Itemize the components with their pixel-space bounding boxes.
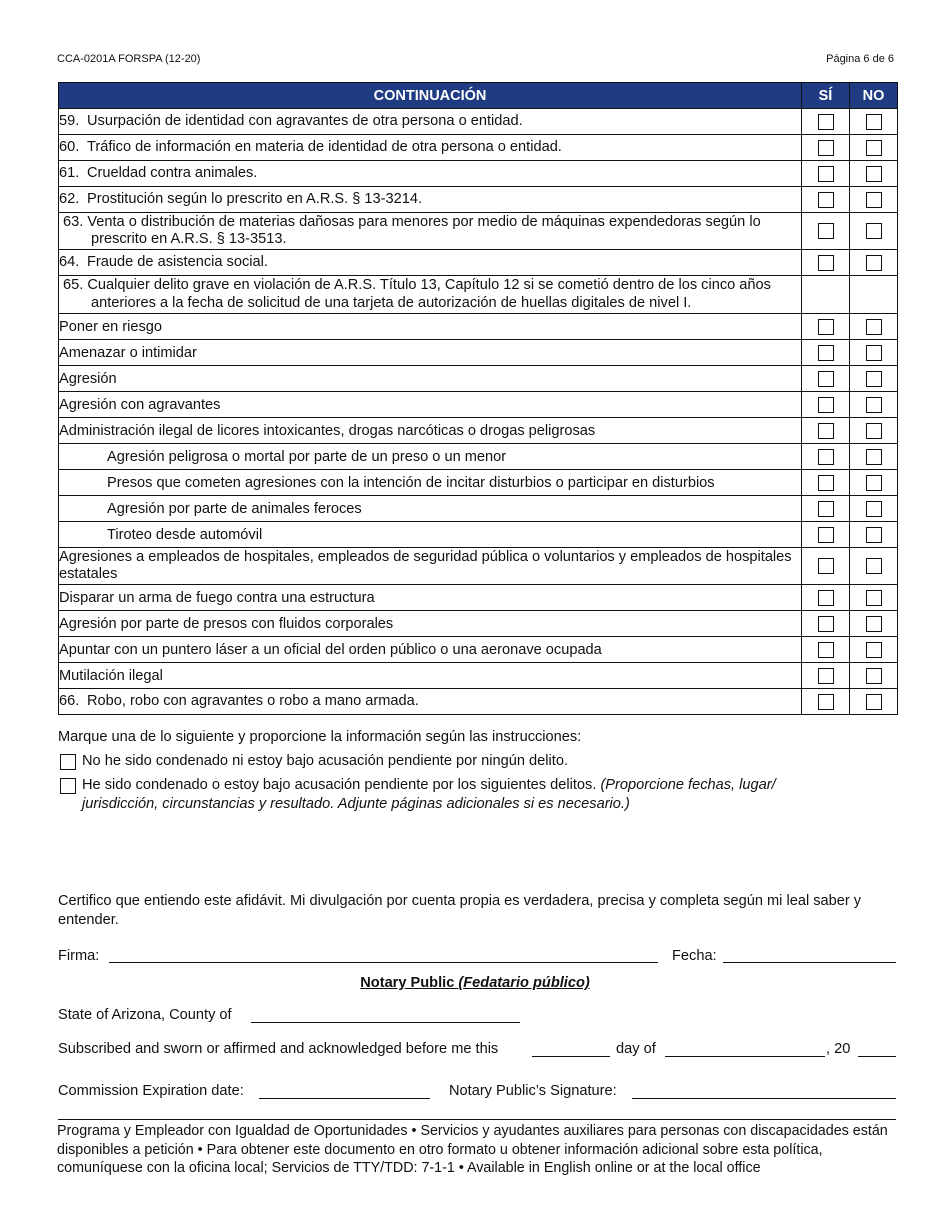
sub-offense: Mutilación ilegal [59, 663, 802, 689]
option-conviction [58, 776, 842, 813]
q62-no-checkbox[interactable] [866, 192, 882, 208]
firma-signature-line[interactable] [109, 962, 658, 963]
sub-no-checkbox[interactable] [866, 590, 882, 606]
header-continuacion: CONTINUACIÓN [59, 83, 802, 109]
sub-no-checkbox[interactable] [866, 558, 882, 574]
question-number: 61. [59, 164, 80, 181]
q65-yes-cell [802, 276, 850, 314]
sub-yes-checkbox[interactable] [818, 449, 834, 465]
sub-no-checkbox[interactable] [866, 371, 882, 387]
sub-offense: Poner en riesgo [59, 314, 802, 340]
sub-yes-checkbox[interactable] [818, 319, 834, 335]
firma-label: Firma: [58, 948, 100, 964]
table-row-65-sub [59, 470, 898, 496]
certification-text: Certifico que entiendo este afidávit. Mi divulgación por cuenta propia es verdadera, precisa y completa según mi leal saber y entender. [58, 893, 862, 928]
sub-yes-checkbox[interactable] [818, 501, 834, 517]
question-59 [59, 109, 802, 135]
q62-yes-checkbox[interactable] [818, 192, 834, 208]
question-number: 59. [59, 112, 80, 129]
sub-no-checkbox[interactable] [866, 668, 882, 684]
question-number: 60. [59, 138, 80, 155]
sub-offense: Apuntar con un puntero láser a un oficial del orden público o una aeronave ocupada [59, 637, 802, 663]
notary-title [0, 975, 950, 991]
question-64 [59, 250, 802, 276]
sub-no-checkbox[interactable] [866, 642, 882, 658]
sub-no-checkbox[interactable] [866, 423, 882, 439]
sworn-label: Subscribed and sworn or affirmed and acknowledged before me this [58, 1041, 499, 1057]
option-conviction-instructions: (Proporcione fechas, lugar/ jurisdicción, circunstancias y resultado. Adjunte páginas adicionales si es necesario.) [82, 777, 776, 812]
table-row-61 [59, 161, 898, 187]
q61-no-checkbox[interactable] [866, 166, 882, 182]
sub-offense: Disparar un arma de fuego contra una estructura [59, 585, 802, 611]
table-row-63 [59, 213, 898, 250]
q59-no-checkbox[interactable] [866, 114, 882, 130]
table-row-60 [59, 135, 898, 161]
q66-no-checkbox[interactable] [866, 694, 882, 710]
q60-yes-checkbox[interactable] [818, 140, 834, 156]
sub-no-checkbox[interactable] [866, 527, 882, 543]
table-row-65-sub [59, 418, 898, 444]
offense-table [58, 82, 898, 715]
day-of-label: day of [616, 1041, 656, 1057]
sub-no-checkbox[interactable] [866, 475, 882, 491]
q64-no-checkbox[interactable] [866, 255, 882, 271]
state-county-label: State of Arizona, County of [58, 1007, 232, 1023]
table-row-59 [59, 109, 898, 135]
sub-yes-checkbox[interactable] [818, 590, 834, 606]
fecha-label: Fecha: [672, 948, 717, 964]
question-text: Fraude de asistencia social. [87, 253, 268, 270]
conviction-checkbox[interactable] [60, 778, 76, 794]
sub-no-checkbox[interactable] [866, 345, 882, 361]
question-text: Tráfico de información en materia de identidad de otra persona o entidad. [87, 138, 562, 155]
sub-yes-checkbox[interactable] [818, 642, 834, 658]
q63-no-checkbox[interactable] [866, 223, 882, 239]
sub-yes-checkbox[interactable] [818, 397, 834, 413]
sub-offense: Amenazar o intimidar [59, 340, 802, 366]
question-65: 65. Cualquier delito grave en violación de A.R.S. Título 13, Capítulo 12 si se cometió dentro de los cinco años anteriores a la fecha de solicitud de una tarjeta de autorización de huellas digitales de nivel I. [59, 276, 802, 314]
sub-offense: Agresión con agravantes [59, 392, 802, 418]
q65-no-cell [850, 276, 898, 314]
option-no-conviction [58, 752, 842, 771]
sub-offense: Agresión por parte de animales feroces [59, 496, 802, 522]
form-id: CCA-0201A FORSPA (12-20) [57, 53, 201, 65]
notary-signature-line[interactable] [632, 1098, 896, 1099]
sub-yes-checkbox[interactable] [818, 558, 834, 574]
table-header-row [59, 83, 898, 109]
table-row-64 [59, 250, 898, 276]
sub-yes-checkbox[interactable] [818, 668, 834, 684]
sub-yes-checkbox[interactable] [818, 475, 834, 491]
county-line[interactable] [251, 1022, 520, 1023]
sub-yes-checkbox[interactable] [818, 616, 834, 632]
no-conviction-checkbox[interactable] [60, 754, 76, 770]
question-number: 66. [59, 692, 80, 709]
sub-offense: Agresiones a empleados de hospitales, empleados de seguridad pública o voluntarios y empleados de hospitales estatales [59, 548, 802, 585]
notary-signature-label: Notary Public’s Signature: [449, 1083, 617, 1099]
sub-offense: Agresión [59, 366, 802, 392]
q60-no-checkbox[interactable] [866, 140, 882, 156]
option-conviction-text: He sido condenado o estoy bajo acusación pendiente por los siguientes delitos. [82, 777, 597, 793]
sub-yes-checkbox[interactable] [818, 423, 834, 439]
q59-yes-checkbox[interactable] [818, 114, 834, 130]
table-row-65-sub [59, 392, 898, 418]
sub-offense: Tiroteo desde automóvil [59, 522, 802, 548]
footer-text: Programa y Empleador con Igualdad de Oportunidades • Servicios y ayudantes auxiliares para personas con discapacidades están disponibles a petición • Para obtener este documento en otro formato u obtener información adicional sobre esta política, comuníquese con la oficina local; Servicios de TTY/TDD: 7-1-1 • Available in English online or at the local office [57, 1123, 888, 1176]
notary-title-es: (Fedatario público) [458, 975, 590, 991]
table-row-62 [59, 187, 898, 213]
question-number: 62. [59, 190, 80, 207]
fecha-date-line[interactable] [723, 962, 896, 963]
sub-no-checkbox[interactable] [866, 397, 882, 413]
sub-offense: Presos que cometen agresiones con la intención de incitar disturbios o participar en disturbios [59, 470, 802, 496]
table-row-65 [59, 276, 898, 314]
table-row-65-sub [59, 496, 898, 522]
sub-yes-checkbox[interactable] [818, 527, 834, 543]
table-row-65-sub [59, 522, 898, 548]
table-row-65-sub [59, 611, 898, 637]
table-row-65-sub [59, 548, 898, 585]
table-row-65-sub [59, 314, 898, 340]
table-row-65-sub [59, 637, 898, 663]
option-conviction-label [82, 776, 842, 813]
sub-yes-checkbox[interactable] [818, 371, 834, 387]
commission-date-line[interactable] [259, 1098, 430, 1099]
table-row-65-sub [59, 340, 898, 366]
question-61 [59, 161, 802, 187]
header-si: SÍ [802, 83, 850, 109]
q64-yes-checkbox[interactable] [818, 255, 834, 271]
sub-no-checkbox[interactable] [866, 449, 882, 465]
header-no: NO [850, 83, 898, 109]
sub-yes-checkbox[interactable] [818, 345, 834, 361]
table-row-65-sub [59, 366, 898, 392]
notary-title-en: Notary Public [360, 975, 455, 991]
question-63: 63. Venta o distribución de materias dañosas para menores por medio de máquinas expendedoras según lo prescrito en A.R.S. § 13-3513. [59, 213, 802, 250]
year-prefix: , 20 [826, 1041, 851, 1057]
table-row-66 [59, 689, 898, 715]
q61-yes-checkbox[interactable] [818, 166, 834, 182]
question-66 [59, 689, 802, 715]
month-line[interactable] [665, 1056, 825, 1057]
question-text: Crueldad contra animales. [87, 164, 258, 181]
q63-yes-checkbox[interactable] [818, 223, 834, 239]
sub-no-checkbox[interactable] [866, 501, 882, 517]
sub-offense: Administración ilegal de licores intoxicantes, drogas narcóticas o drogas peligrosas [59, 418, 802, 444]
q66-yes-checkbox[interactable] [818, 694, 834, 710]
question-text: Prostitución según lo prescrito en A.R.S. § 13-3214. [87, 190, 423, 207]
page-number: Página 6 de 6 [826, 53, 894, 65]
sub-offense: Agresión peligrosa o mortal por parte de un preso o un menor [59, 444, 802, 470]
question-60 [59, 135, 802, 161]
year-line[interactable] [858, 1056, 896, 1057]
question-number: 64. [59, 253, 80, 270]
table-row-65-sub [59, 585, 898, 611]
question-62 [59, 187, 802, 213]
instructions-text: Marque una de lo siguiente y proporcione la información según las instrucciones: [58, 729, 582, 745]
table-row-65-sub [59, 444, 898, 470]
option-no-conviction-label: No he sido condenado ni estoy bajo acusación pendiente por ningún delito. [82, 753, 569, 769]
sub-no-checkbox[interactable] [866, 616, 882, 632]
commission-label: Commission Expiration date: [58, 1083, 244, 1099]
sub-no-checkbox[interactable] [866, 319, 882, 335]
question-text: Robo, robo con agravantes o robo a mano armada. [87, 692, 419, 709]
sub-offense: Agresión por parte de presos con fluidos corporales [59, 611, 802, 637]
table-row-65-sub [59, 663, 898, 689]
question-text: Usurpación de identidad con agravantes de otra persona o entidad. [87, 112, 523, 129]
footer-divider [58, 1119, 896, 1120]
day-line[interactable] [532, 1056, 610, 1057]
